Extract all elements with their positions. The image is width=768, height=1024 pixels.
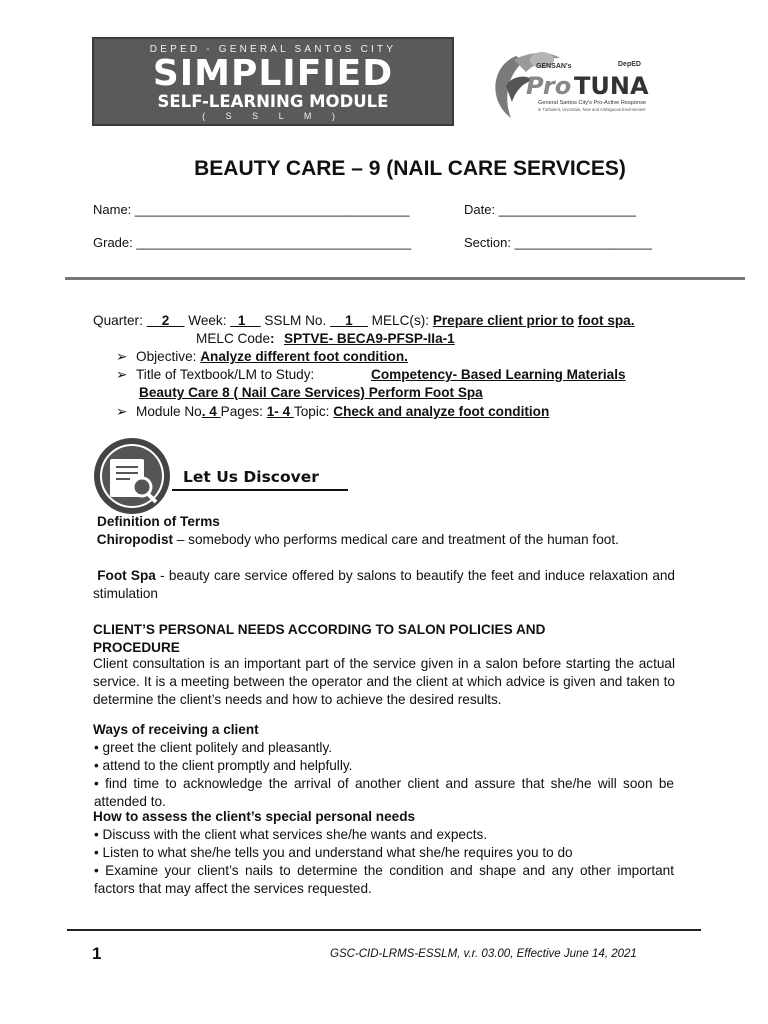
logo-deped-text: DepED — [618, 61, 641, 68]
logo-gensan-text: GENSAN's — [536, 63, 572, 70]
discover-heading: Let Us Discover — [183, 468, 319, 486]
date-field[interactable]: Date: ___________________ — [464, 202, 637, 217]
list-item: • find time to acknowledge the arrival of another client and assure that she/he will soon be attended to. — [94, 776, 674, 809]
module-value: . 4 — [201, 404, 221, 419]
protuna-logo — [486, 46, 676, 124]
banner-abbr-text: ( S S L M ) — [202, 111, 344, 121]
list-item: • greet the client politely and pleasantly. — [94, 740, 333, 755]
quarter-line — [93, 312, 683, 330]
week-label: Week: — [184, 313, 231, 328]
melc-code-line — [196, 330, 275, 348]
logo-tagline-2: in Turbulent, Uncertain, New and Ambiguous Environment — [538, 107, 646, 112]
melc-code-colon: : — [270, 331, 275, 346]
ways-heading: Ways of receiving a client — [93, 722, 259, 737]
banner-top-text: DEPED - GENERAL SANTOS CITY — [149, 44, 397, 55]
footer-divider — [67, 929, 701, 931]
pages-label: Pages: — [220, 404, 267, 419]
footer-document-code: GSC-CID-LRMS-ESSLM, v.r. 03.00, Effective June 14, 2021 — [330, 948, 637, 960]
sslm-value: __1__ — [330, 313, 368, 328]
week-value: _1__ — [230, 313, 261, 328]
chiropodist-term: Chiropodist — [96, 532, 174, 547]
sslm-label: SSLM No. — [260, 313, 331, 328]
logo-tuna-text: TUNA — [574, 72, 649, 100]
list-item: • attend to the client promptly and helpfully. — [94, 758, 353, 773]
banner-main-text: SIMPLIFIED — [152, 53, 394, 94]
assess-heading: How to assess the client’s special personal needs — [93, 809, 416, 824]
banner-sub-text: SELF-LEARNING MODULE — [157, 92, 389, 111]
logo-tagline-1: General Santos City's Pro-Active Response — [538, 100, 647, 106]
chiropodist-text: – somebody who performs medical care and treatment of the human foot. — [173, 532, 619, 547]
header-divider — [65, 277, 745, 280]
section-field[interactable]: Section: ___________________ — [464, 235, 652, 250]
arrow-bullet-icon: ➢ — [116, 404, 128, 419]
melc-label: MELC(s): — [367, 313, 433, 328]
topic-value: Check and analyze foot condition — [333, 404, 550, 419]
pages-value: 1- 4 — [266, 404, 294, 419]
list-item: • Listen to what she/he tells you and understand what she/he requires you to do — [94, 845, 573, 860]
arrow-bullet-icon: ➢ — [116, 349, 128, 364]
grade-field[interactable]: Grade: ______________________________________ — [93, 235, 412, 250]
textbook-line — [116, 366, 314, 384]
needs-paragraph: Client consultation is an important part of the service given in a salon before starting the actual service. It is a meeting between the operator and the client at which advice is given and taken to determine the client’s needs and how to achieve the desired results. — [93, 656, 675, 707]
document-title: BEAUTY CARE – 9 (NAIL CARE SERVICES) — [194, 157, 626, 180]
chiropodist-definition — [93, 531, 675, 549]
list-item: • Examine your client’s nails to determine the condition and shape and any other important factors that may affect the services requested. — [94, 863, 674, 896]
melc-value-cont: foot spa. — [577, 313, 635, 328]
textbook-value: Competency- Based Learning Materials — [371, 367, 626, 382]
textbook-value-cont: Beauty Care 8 ( Nail Care Services) Perform Foot Spa — [139, 385, 483, 400]
objective-line — [116, 348, 408, 366]
foot-spa-term: Foot Spa — [97, 568, 156, 583]
discover-underline — [172, 489, 348, 491]
sslm-banner — [92, 37, 454, 126]
objective-label: Objective: — [136, 349, 201, 364]
page-number: 1 — [92, 944, 102, 963]
objective-value: Analyze different foot condition. — [200, 349, 408, 364]
textbook-line-2 — [139, 384, 483, 402]
arrow-bullet-icon: ➢ — [116, 367, 128, 382]
quarter-label: Quarter: — [93, 313, 147, 328]
definition-heading: Definition of Terms — [97, 514, 220, 529]
needs-heading: CLIENT’S PERSONAL NEEDS ACCORDING TO SALON POLICIES AND PROCEDURE — [93, 622, 546, 655]
textbook-value-wrap — [371, 366, 626, 384]
melc-code-label: MELC Code — [196, 331, 271, 346]
module-label: Module No — [136, 404, 202, 419]
module-line — [116, 403, 549, 421]
list-item: • Discuss with the client what services she/he wants and expects. — [94, 827, 488, 842]
name-field[interactable]: Name: ______________________________________ — [93, 202, 410, 217]
logo-pro-text: Pro — [526, 72, 572, 100]
discover-book-magnifier-icon — [92, 437, 174, 517]
topic-label: Topic: — [293, 404, 334, 419]
textbook-label: Title of Textbook/LM to Study: — [136, 367, 315, 382]
melc-code-value-wrap — [284, 330, 455, 348]
melc-code-value: SPTVE- BECA9-PFSP-IIa-1 — [284, 331, 455, 346]
foot-spa-text: - beauty care service offered by salons to beautify the feet and induce relaxation and stimulation — [93, 568, 675, 601]
foot-spa-definition — [93, 567, 675, 603]
quarter-value: __2__ — [146, 313, 185, 328]
melc-value: Prepare client prior to — [432, 313, 575, 328]
